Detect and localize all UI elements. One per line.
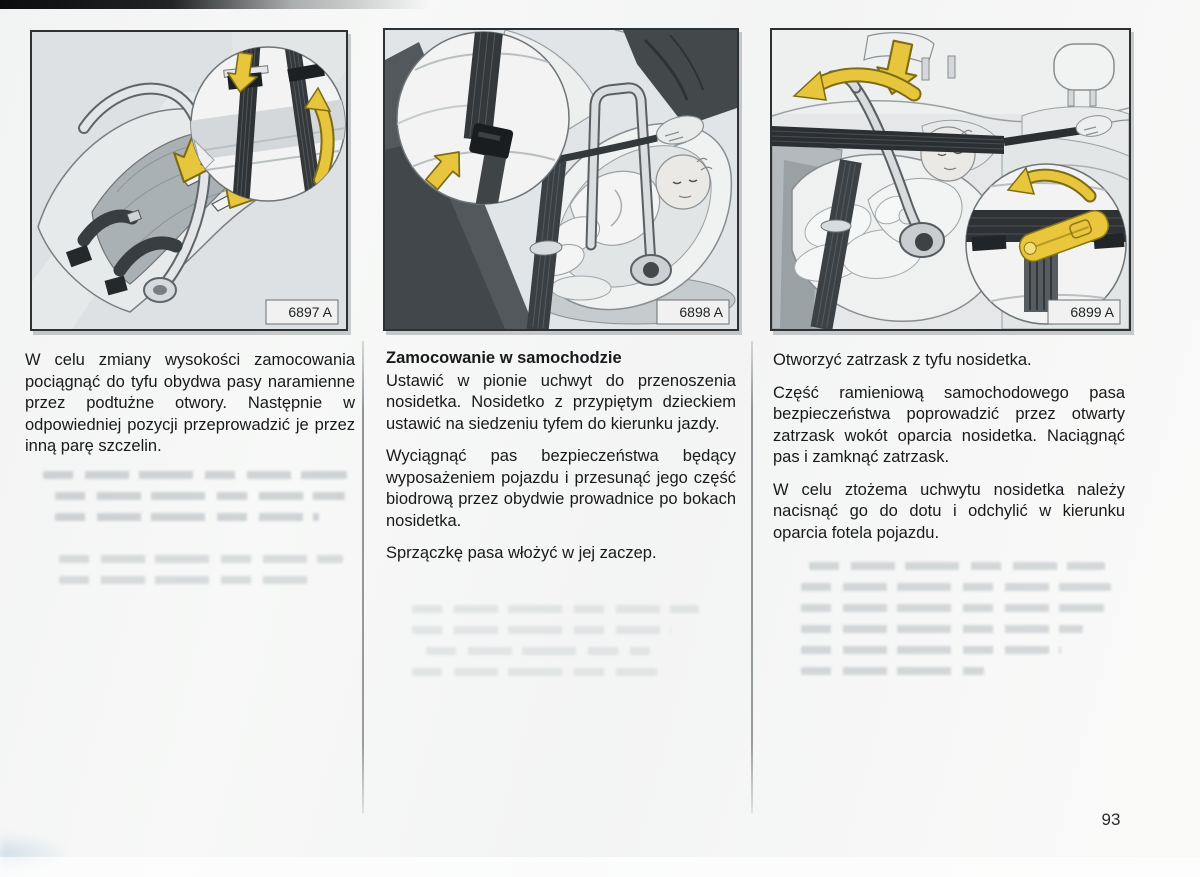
paragraph: Sprzączkę pasa włożyć w jej zaczep. [386,544,657,562]
figure-label: 6897 A [288,304,332,320]
paragraph: W celu ztożema uchwytu nosidetka należy nacisnąć go do dotu i odchylić w kierunku oparcia fotela pojazdu. [773,480,1125,542]
baby-head [656,155,710,209]
bleed-through-text [386,605,736,676]
text-column-2 [386,348,736,689]
column-divider [751,341,753,813]
paragraph: Wyciągnąć pas bezpieczeństwa będący wyposażeniem pojazdu i przesunąć jego część biodrową przez obydwie prowadnice po bokach nosidetka. [386,447,736,530]
text-column-3 [773,350,1125,688]
belt-guide [821,220,851,232]
paragraph: Część ramieniową samochodowego pasa bezpieczeństwa poprowadzić przez otwarty zatrzask wokót oparcia nosidetka. Naciągnąć pas i zamknąć zatrzask. [773,383,1125,466]
column-divider [362,341,364,813]
paragraph: Otworzyć zatrzask z tyfu nosidetka. [773,351,1032,369]
figure-label: 6899 A [1070,304,1114,320]
figure-carrier-on-seat-lap-belt [383,28,739,331]
section-heading: Zamocowanie w samochodzie [386,349,622,367]
bleed-through-text [773,562,1125,675]
text-column-1 [25,350,355,597]
figure-harness-height-adjustment [30,30,348,331]
figure-label: 6898 A [679,304,723,320]
bleed-through-text [25,555,355,584]
page-number: 93 [1101,810,1121,829]
paragraph: Ustawić w pionie uchwyt do przenoszenia nosidetka. Nosidetko z przypiętym dzieckiem ustawić na siedzeniu tyfem do kierunku jazdy. [386,371,736,433]
scan-edge-artifact [0,0,430,9]
bleed-through-text [25,471,355,521]
page-edge [0,857,1200,877]
paragraph: W celu zmiany wysokości zamocowania pociągnąć do tyfu obydwa pasy naramienne przez podtużne otwory. Następnie w odpowiedniej pozycji przeprowadzić je przez inną parę szczelin. [25,351,355,455]
figure-shoulder-belt-latch [770,28,1131,331]
